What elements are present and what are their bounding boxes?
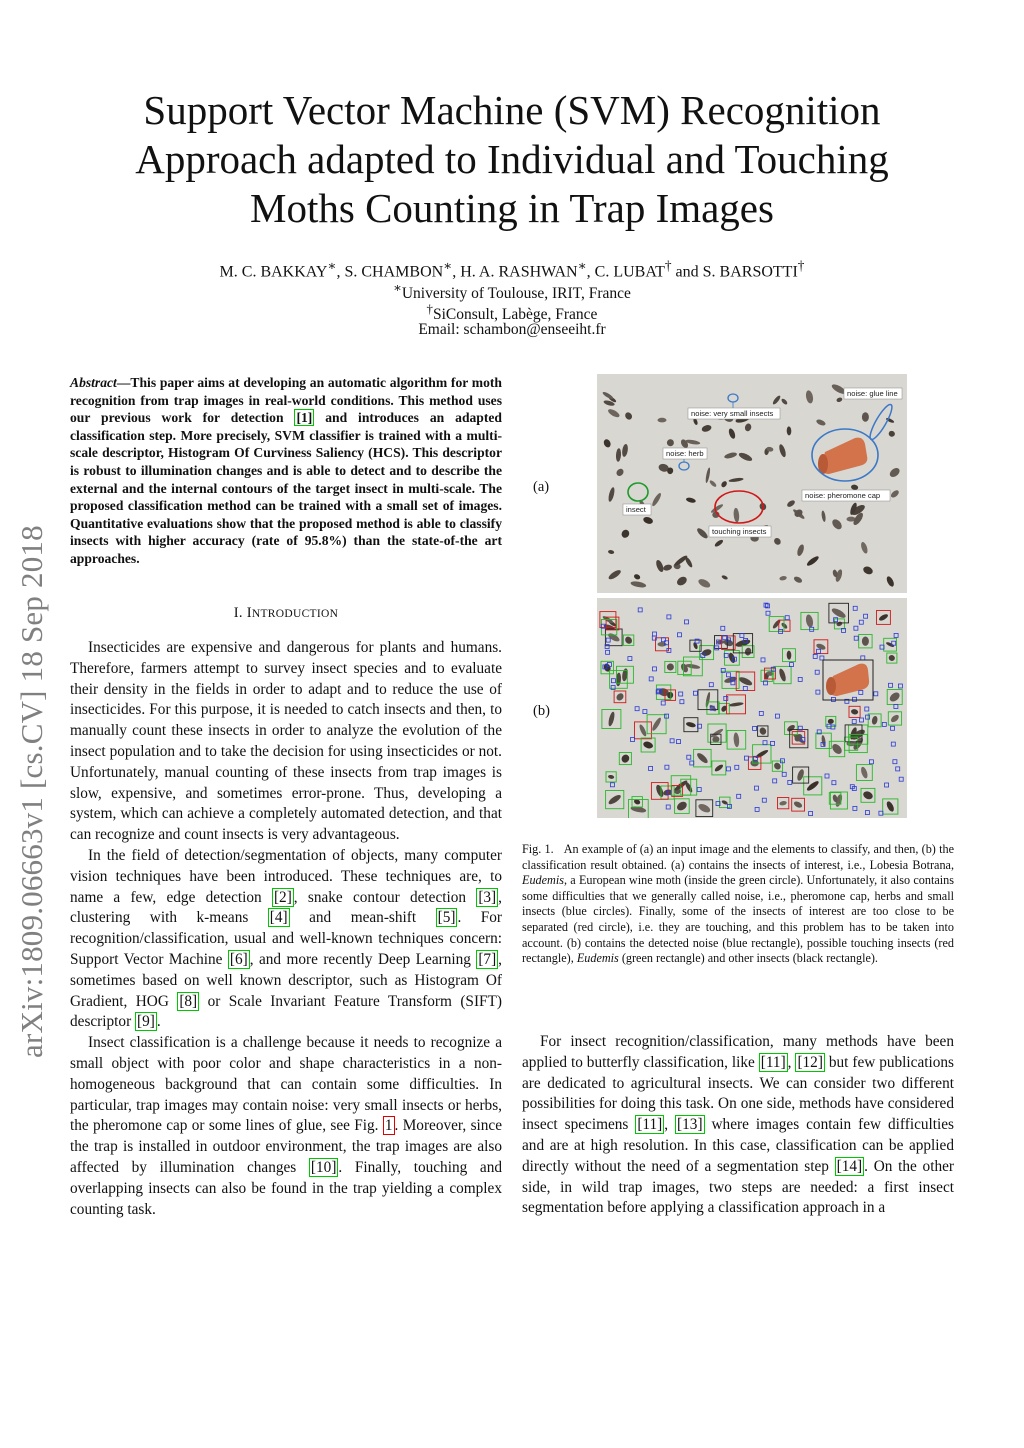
noise-box: [737, 794, 741, 798]
text-run: ,: [787, 1053, 796, 1071]
moth-mark: [871, 715, 878, 725]
text-run: . Moreover, since the trap is installed in outdoor environment, the trap images are also affected by illumination changes: [70, 1117, 503, 1176]
moth-mark: [709, 479, 718, 488]
moth-mark: [793, 575, 803, 584]
noise-box: [854, 626, 858, 630]
affiliation-text: SiConsult, Labège, France: [433, 306, 598, 324]
moth-mark: [602, 391, 614, 400]
noise-box: [853, 697, 857, 701]
moth-mark: [759, 726, 768, 735]
author-mark: †: [664, 258, 672, 273]
moth-mark: [830, 518, 843, 532]
noise-box: [638, 608, 642, 612]
noise-box: [724, 696, 728, 700]
moth-mark: [793, 800, 803, 809]
moth-mark: [815, 418, 826, 426]
moth-mark: [830, 742, 843, 756]
title-line-2: Approach adapted to Individual and Touching: [135, 136, 889, 182]
moth-mark: [607, 568, 622, 581]
moth-mark: [787, 426, 792, 435]
moth-mark: [651, 717, 663, 732]
noise-box: [677, 740, 681, 744]
moth-mark: [878, 613, 889, 622]
moth-mark: [721, 575, 728, 581]
introduction-text: [70, 638, 502, 1220]
moth-mark: [697, 802, 711, 814]
citation-link[interactable]: [3]: [478, 888, 497, 906]
author-1: M. C. BAKKAY: [219, 263, 328, 281]
moth-mark: [733, 508, 740, 523]
moth-mark: [624, 411, 634, 421]
noise-box: [815, 670, 819, 674]
citation-link[interactable]: [2]: [273, 888, 292, 906]
moth-mark: [862, 790, 874, 801]
text-run: For insect recognition/classification, many methods have been applied to butterfly classification, like: [522, 1033, 954, 1071]
noise-box: [832, 781, 836, 785]
moth-mark: [651, 492, 663, 507]
noise-box: [667, 615, 671, 619]
noise-box: [852, 720, 856, 724]
moth-mark: [821, 510, 826, 522]
moth-mark: [607, 487, 615, 503]
noise-box: [874, 692, 878, 696]
noise-box: [670, 739, 674, 743]
noise-box: [882, 722, 886, 726]
noise-box: [653, 667, 657, 671]
noise-box: [869, 760, 873, 764]
noise-box: [861, 656, 865, 660]
text-run: and mean-shift: [289, 909, 436, 927]
citation-link[interactable]: [14]: [836, 1157, 863, 1175]
paper-title: [100, 86, 924, 233]
noise-box: [785, 616, 789, 620]
moth-mark: [630, 580, 647, 588]
moth-mark: [680, 662, 690, 673]
moth-mark: [633, 573, 641, 580]
pheromone-cap: [818, 438, 867, 474]
moth-mark: [836, 397, 843, 403]
noise-box: [864, 614, 868, 618]
figure-caption: [522, 842, 954, 967]
tag-touching: touching insects: [712, 527, 767, 536]
moth-mark: [608, 550, 615, 555]
abstract-text: and introduces an adapted classification step. More precisely, SVM classifier is trained with a multi-scale descriptor, Histogram Of Curviness Saliency (HCS). This descriptor is robust to illumination changes and is able to detect and to describe the external and the internal contours of the target insect in multi-scale. The proposed classification method can be trained with a small set of images. Quantitative evaluations show that the proposed method is able to classify insects with higher accuracy (rate of 95.8%) than the state-of-the art approaches.: [70, 410, 502, 566]
noise-box: [885, 783, 889, 787]
affiliation-mark: ∗: [393, 280, 402, 295]
noise-box: [893, 760, 897, 764]
noise-box: [665, 765, 669, 769]
moth-mark: [666, 663, 674, 671]
moth-mark: [642, 516, 654, 525]
author-mark: ∗: [443, 258, 453, 273]
moth-mark: [624, 635, 634, 645]
noise-box: [853, 806, 857, 810]
detection-boxes: [600, 603, 903, 818]
moth-mark: [806, 780, 820, 793]
noise-box: [726, 767, 730, 771]
noise-box: [653, 632, 657, 636]
noise-box: [891, 726, 895, 730]
noise-box: [813, 654, 817, 658]
noise-box: [649, 767, 653, 771]
noise-box: [782, 772, 786, 776]
moth-mark: [701, 648, 712, 657]
moth-mark: [733, 732, 740, 747]
moth-mark: [738, 676, 754, 687]
abstract-text: This paper aims at developing an automatic algorithm for moth recognition from trap images in real-world conditions. This method uses our previous work for detection: [70, 375, 502, 426]
moth-mark: [888, 654, 896, 662]
noise-box: [889, 683, 893, 687]
moth-mark: [675, 575, 688, 587]
noise-box: [798, 677, 802, 681]
moth-mark: [620, 753, 631, 764]
text-run: but few publications are dedicated to agricultural insects. We can consider two different possibilities for doing this task. On one side, methods have considered insect specimens: [522, 1053, 954, 1134]
noise-box: [606, 650, 610, 654]
citation-link[interactable]: [11]: [637, 1116, 663, 1134]
moth-mark: [885, 641, 894, 648]
text-run: . On the other side, in wild trap images, two steps are needed: a first insect segmentation before applying a classification approach in a: [522, 1157, 954, 1217]
noise-box: [859, 620, 863, 624]
noise-box: [643, 710, 647, 714]
figure-label-b: (b): [533, 703, 550, 719]
citation-link[interactable]: [10]: [310, 1158, 337, 1176]
noise-box: [610, 783, 614, 787]
moth-mark: [890, 489, 901, 499]
moth-mark: [778, 444, 787, 458]
figure-panel-b: [597, 598, 907, 818]
moth-mark: [860, 766, 869, 779]
text-run: , clustering with k-means: [70, 888, 502, 927]
author-3: , H. A. RASHWAN: [452, 263, 578, 281]
caption-text: , a European wine moth (inside the green circle). Unfortunately, it also contains some difficulties that we generally called noise, i.e., pheromone cap, herbs and small insects (blue circles). Finally, some of the insects of interest are too close to be separated (red circle), i.e. they are touching, and this problem has to be taken into account. (b) contains the detected noise (blue rectangle), possible touching insects (red rectangle),: [522, 873, 954, 966]
moth-mark: [621, 444, 628, 458]
noise-box: [865, 811, 869, 815]
citation-link[interactable]: [1]: [296, 410, 313, 426]
caption-number: Fig. 1.: [522, 842, 554, 856]
noise-box: [761, 658, 765, 662]
noise-box: [866, 715, 870, 719]
noise-box: [894, 705, 898, 709]
citation-link[interactable]: [8]: [179, 992, 198, 1010]
noise-box: [693, 691, 697, 695]
author-2: , S. CHAMBON: [336, 263, 444, 281]
noise-box: [817, 649, 821, 653]
moth-mark: [630, 805, 647, 813]
moth-mark: [851, 484, 859, 491]
moth-mark: [696, 751, 710, 764]
citation-link[interactable]: [11]: [760, 1053, 786, 1071]
figure-panel-a: [597, 374, 907, 593]
moth-mark: [658, 642, 667, 647]
moth-mark: [805, 390, 814, 404]
insect-ellipse: [628, 483, 648, 501]
citation-link[interactable]: [5]: [437, 909, 456, 927]
section-heading: [70, 605, 502, 622]
noise-box: [865, 707, 869, 711]
noise-box: [763, 741, 767, 745]
moth-mark: [821, 735, 826, 747]
noise-box: [899, 777, 903, 781]
noise-box: [635, 707, 639, 711]
noise-box: [687, 755, 691, 759]
noise-box: [816, 690, 820, 694]
noise-box: [825, 774, 829, 778]
small-insect-ellipse: [728, 394, 738, 402]
noise-box: [891, 742, 895, 746]
noise-box: [678, 633, 682, 637]
moth-mark: [778, 668, 787, 682]
abstract: [70, 374, 502, 568]
email: Email: schambon@enseeiht.fr: [418, 321, 606, 338]
title-line-3: Moths Counting in Trap Images: [250, 185, 774, 231]
noise-box: [755, 786, 759, 790]
noise-box: [788, 780, 792, 784]
tag-small-insects: noise: very small insects: [691, 409, 774, 418]
noise-box: [831, 725, 835, 729]
moth-mark: [714, 539, 724, 548]
noise-box: [649, 677, 653, 681]
caption-emphasis: Eudemis: [576, 951, 619, 966]
moth-mark: [642, 740, 654, 749]
affiliation-text: University of Toulouse, IRIT, France: [401, 285, 631, 303]
noise-box: [611, 679, 615, 683]
citation-link[interactable]: [13]: [677, 1116, 703, 1134]
moth-mark: [607, 711, 615, 727]
text-run: , snake contour detection: [293, 888, 477, 906]
moth-mark: [685, 721, 696, 728]
tag-insect: insect: [626, 505, 646, 514]
moth-mark: [738, 451, 754, 462]
noise-box: [661, 701, 665, 705]
caption-text: (green rectangle) and other insects (black rectangle).: [618, 951, 878, 966]
section-title-initial: I: [246, 605, 252, 621]
text-run: . Finally, touching and overlapping insects can also be found in the trap yielding a complex counting task.: [70, 1158, 502, 1218]
moth-mark: [655, 559, 665, 573]
noise-box: [773, 779, 777, 783]
noise-box: [744, 756, 748, 760]
tag-herb: noise: herb: [666, 449, 704, 458]
citation-link[interactable]: [9]: [137, 1013, 155, 1031]
noise-box: [685, 620, 689, 624]
moth-mark: [885, 575, 895, 588]
noise-box: [762, 798, 766, 802]
author-mark: ∗: [577, 258, 587, 273]
moth-mark: [720, 480, 728, 488]
noise-box: [894, 633, 898, 637]
moth-mark: [724, 451, 738, 459]
abstract-dash: —: [116, 375, 131, 390]
noise-box: [735, 765, 739, 769]
noise-box: [721, 626, 725, 630]
moth-mark: [851, 709, 859, 716]
affiliation-mark: †: [426, 301, 433, 316]
moth-mark: [638, 724, 647, 737]
moth-mark: [714, 763, 724, 772]
text-run: . For recognition/classification, usual and well-known techniques concern: Support Vector Machine: [70, 909, 502, 968]
noise-box: [709, 683, 713, 687]
noise-box: [666, 805, 670, 809]
citation-link[interactable]: [6]: [229, 950, 248, 968]
moth-mark: [890, 713, 901, 723]
moth-mark: [615, 692, 625, 702]
figure-link[interactable]: 1: [384, 1117, 393, 1135]
noise-box: [680, 700, 684, 704]
text-run: In the field of detection/segmentation of objects, many computer vision techniques have been introduced. These techniques are, to name a few, edge detection: [70, 846, 502, 906]
noise-box: [606, 638, 610, 642]
moth-mark: [860, 541, 869, 554]
text-run: where images contain few difficulties and are at high resolution. In this case, classification can be applied directly without the need of a segmentation step: [522, 1116, 954, 1175]
noise-box: [740, 634, 744, 638]
moth-mark: [862, 637, 869, 646]
moth-mark: [862, 565, 874, 576]
moth-mark: [701, 424, 712, 433]
noise-box: [859, 690, 863, 694]
author-5: and S. BARSOTTI: [671, 263, 798, 281]
moth-mark: [607, 632, 621, 643]
moth-mark: [779, 800, 787, 806]
intro-paragraph-3: [70, 1033, 502, 1220]
noise-box: [715, 646, 719, 650]
moth-mark: [786, 499, 796, 508]
moth-mark: [607, 793, 622, 806]
intro-paragraph-2: [70, 846, 502, 1033]
moth-mark: [616, 448, 622, 462]
moth-mark: [772, 395, 782, 406]
author-mark: †: [797, 258, 805, 273]
intro-paragraph-1: Insecticides are expensive and dangerous for plants and humans. Therefore, farmers attempt to survey insect species and to evaluate their density in the fields in order to adapt and to reduce the use of insecticides. For this purpose, it is needed to catch insects and then, to manually count these insects in order to analyze the evolution of the insect population and to take the decision for using insecticides or not. Unfortunately, manual counting of these insects from trap images is slow, expensive, and sometimes error-prone. Thus, developing a system, which can achieve a completely automated detection, and that can recognize and count insects is very advantageous.: [70, 639, 502, 844]
noise-box: [896, 767, 900, 771]
moth-mark: [779, 575, 787, 581]
text-run: Insect classification is a challenge because it needs to recognize a small object with poor color and shape characteristics in a non-homogeneous background that can contain some difficulties. In particular, trap images may contain noise: very small insects or herbs, the pheromone cap or some lines of glue, see Fig.: [70, 1034, 502, 1135]
noise-box: [679, 692, 683, 696]
title-line-1: Support Vector Machine (SVM) Recognition: [143, 87, 881, 133]
moth-mark: [735, 638, 751, 648]
caption-emphasis: Eudemis: [522, 873, 564, 888]
moth-mark: [620, 528, 631, 539]
author-4: , C. LUBAT: [586, 263, 665, 281]
noise-box: [831, 697, 835, 701]
noise-box: [753, 726, 757, 730]
moth-mark: [675, 800, 688, 812]
right-column-text: [522, 1032, 954, 1219]
figure-label-a: (a): [533, 479, 550, 495]
noise-box: [860, 718, 864, 722]
moth-mark: [796, 544, 805, 557]
section-title-rest: NTRODUCTION: [251, 608, 339, 620]
moth-mark: [696, 527, 710, 540]
right-paragraph-1: [522, 1032, 954, 1219]
moth-mark: [607, 408, 621, 419]
citation-link[interactable]: [12]: [797, 1053, 823, 1071]
citation-link[interactable]: [4]: [269, 909, 288, 927]
text-run: , and more recently Deep Learning: [249, 950, 477, 968]
noise-box: [766, 611, 770, 615]
moth-mark: [806, 555, 820, 568]
text-run: .: [156, 1013, 161, 1031]
moth-mark: [728, 477, 743, 482]
moth-mark: [666, 439, 674, 447]
moth-mark: [608, 774, 615, 779]
noise-box: [611, 686, 615, 690]
noise-box: [775, 714, 779, 718]
noise-box: [631, 738, 635, 742]
moth-mark: [680, 438, 690, 449]
moth-mark: [602, 438, 611, 448]
moth-mark: [744, 647, 752, 656]
moth-mark: [888, 691, 901, 704]
tag-glue: noise: glue line: [847, 389, 898, 398]
moth-mark: [828, 719, 834, 724]
trap-image-classified: [597, 598, 907, 818]
noise-box: [755, 807, 759, 811]
herb-ellipse: [679, 462, 689, 470]
text-run: or Scale Invariant Feature Transform (SIFT) descriptor: [70, 992, 502, 1031]
noise-box: [759, 711, 763, 715]
citation-link[interactable]: [7]: [478, 950, 497, 968]
abstract-label: Abstract: [70, 375, 117, 390]
tag-pheromone: noise: pheromone cap: [805, 491, 881, 500]
noise-box: [697, 788, 701, 792]
moth-mark: [728, 702, 743, 707]
caption-text: An example of (a) an input image and the elements to classify, and then, (b) the classification result obtained. (a) contains the insects of interest, i.e., Lobesia Botrana,: [522, 842, 954, 872]
noise-box: [727, 673, 731, 677]
noise-box: [820, 656, 824, 660]
moth-mark: [888, 466, 901, 479]
moth-mark: [787, 651, 792, 660]
noise-box: [853, 606, 857, 610]
arxiv-identifier: arXiv:1809.06663v1 [cs.CV] 18 Sep 2018: [14, 525, 49, 1058]
moth-mark: [615, 467, 625, 477]
moth-mark: [888, 430, 896, 438]
moth-mark: [685, 497, 696, 504]
moth-mark: [781, 398, 789, 406]
noise-box: [898, 684, 902, 688]
moth-mark: [755, 749, 769, 760]
trap-image-annotated: [597, 374, 907, 593]
moth-mark: [663, 564, 673, 572]
moth-mark: [658, 418, 667, 423]
moth-mark: [862, 412, 869, 421]
noise-box: [628, 657, 632, 661]
moth-mark: [744, 423, 752, 432]
noise-box: [743, 686, 747, 690]
moth-mark: [805, 614, 814, 628]
moth-mark: [728, 428, 737, 440]
section-number: I.: [233, 605, 247, 621]
noise-box: [854, 636, 858, 640]
moth-mark: [773, 537, 782, 547]
author-mark: ∗: [327, 258, 337, 273]
moth-mark: [885, 800, 895, 813]
noise-box: [809, 812, 813, 816]
text-run: , sometimes based on well known descriptor, such as Histogram Of Gradient, HOG: [70, 950, 502, 1010]
moth-mark: [697, 577, 711, 589]
text-run: ,: [664, 1116, 676, 1134]
moth-mark: [830, 607, 847, 620]
